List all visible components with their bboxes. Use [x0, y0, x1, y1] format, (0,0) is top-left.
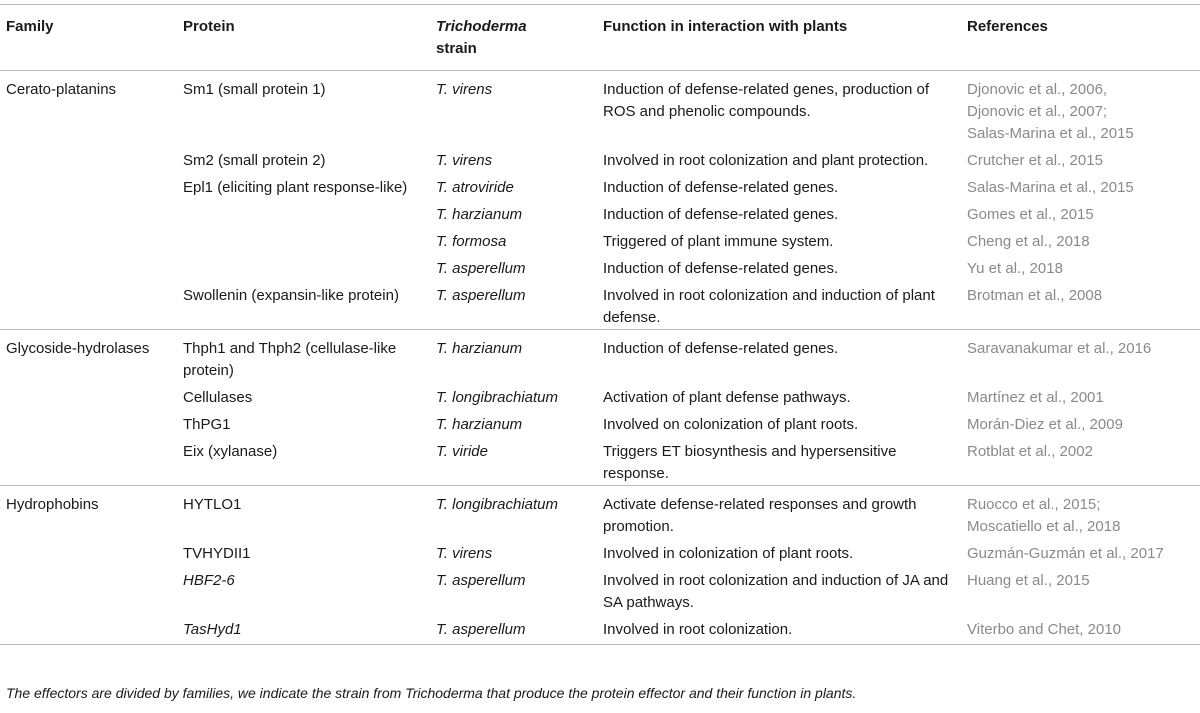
- cell-family: [0, 382, 177, 409]
- header-function: Function in interaction with plants: [603, 18, 848, 35]
- reference-entry: Huang et al., 2015: [967, 572, 1090, 589]
- cell-function: Activation of plant defense pathways.: [603, 389, 851, 406]
- cell-references: [961, 280, 1200, 330]
- cell-function: Involved in colonization of plant roots.: [603, 545, 854, 562]
- table-row: [0, 614, 1200, 645]
- cell-references: [961, 409, 1200, 436]
- cell-protein: Cellulases: [183, 389, 253, 406]
- table-row: [0, 226, 1200, 253]
- cell-protein: [177, 253, 430, 280]
- cell-references: [961, 565, 1200, 614]
- cell-strain: T. longibrachiatum: [436, 496, 559, 513]
- table-caption: The effectors are divided by families, we indicate the strain from Trichoderma that produce the protein effector and their function in plants.: [6, 685, 857, 701]
- reference-entry: Salas-Marina et al., 2015: [967, 179, 1134, 196]
- cell-references: [961, 330, 1200, 383]
- cell-strain: T. viride: [436, 443, 488, 460]
- cell-protein: [177, 199, 430, 226]
- cell-protein: HBF2-6: [183, 572, 235, 589]
- cell-function: Activate defense-related responses and growth promotion.: [603, 496, 917, 535]
- reference-entry: Djonovic et al., 2006,: [967, 81, 1108, 98]
- cell-references: [961, 436, 1200, 486]
- cell-family: [0, 538, 177, 565]
- cell-function: Involved on colonization of plant roots.: [603, 416, 859, 433]
- cell-strain: T. asperellum: [436, 572, 526, 589]
- table-row: [0, 436, 1200, 486]
- table-row: [0, 565, 1200, 614]
- cell-references: [961, 486, 1200, 539]
- cell-function: Induction of defense-related genes.: [603, 179, 839, 196]
- cell-function: Involved in root colonization and induction of plant defense.: [603, 287, 935, 326]
- cell-protein: TVHYDII1: [183, 545, 251, 562]
- cell-family: [0, 565, 177, 614]
- reference-entry: Rotblat et al., 2002: [967, 443, 1093, 460]
- cell-function: Induction of defense-related genes.: [603, 340, 839, 357]
- cell-protein: Sm2 (small protein 2): [183, 152, 326, 169]
- cell-family: [0, 280, 177, 330]
- cell-references: [961, 199, 1200, 226]
- cell-family: [0, 253, 177, 280]
- cell-strain: T. asperellum: [436, 621, 526, 638]
- table-row: [0, 330, 1200, 383]
- cell-family: [0, 145, 177, 172]
- cell-family: [0, 199, 177, 226]
- reference-entry: Yu et al., 2018: [967, 260, 1063, 277]
- table-body: [0, 71, 1200, 645]
- cell-protein: Sm1 (small protein 1): [183, 81, 326, 98]
- cell-strain: T. asperellum: [436, 260, 526, 277]
- table-row: [0, 199, 1200, 226]
- cell-function: Induction of defense-related genes.: [603, 260, 839, 277]
- reference-entry: Cheng et al., 2018: [967, 233, 1090, 250]
- cell-family: [0, 614, 177, 645]
- header-references: References: [967, 18, 1048, 35]
- cell-strain: T. atroviride: [436, 179, 514, 196]
- header-row: [0, 5, 1200, 71]
- header-strain-label: strain: [436, 40, 477, 57]
- cell-strain: T. harzianum: [436, 206, 523, 223]
- cell-references: [961, 538, 1200, 565]
- cell-strain: T. harzianum: [436, 340, 523, 357]
- reference-entry: Djonovic et al., 2007;: [967, 103, 1108, 120]
- cell-strain: T. virens: [436, 152, 493, 169]
- cell-protein: Thph1 and Thph2 (cellulase-like protein): [183, 340, 397, 379]
- reference-entry: Saravanakumar et al., 2016: [967, 340, 1152, 357]
- table-row: [0, 382, 1200, 409]
- cell-function: Induction of defense-related genes, production of ROS and phenolic compounds.: [603, 81, 930, 120]
- table-row: [0, 71, 1200, 146]
- cell-references: [961, 614, 1200, 645]
- header-family: Family: [6, 18, 54, 35]
- header-strain: [430, 5, 597, 71]
- cell-protein: Eix (xylanase): [183, 443, 278, 460]
- cell-family: [0, 409, 177, 436]
- cell-strain: T. asperellum: [436, 287, 526, 304]
- table-row: [0, 538, 1200, 565]
- cell-function: Involved in root colonization and plant protection.: [603, 152, 929, 169]
- effectors-table: [0, 4, 1200, 645]
- cell-strain: T. harzianum: [436, 416, 523, 433]
- header-protein: Protein: [183, 18, 235, 35]
- reference-entry: Ruocco et al., 2015;: [967, 496, 1101, 513]
- reference-entry: Moscatiello et al., 2018: [967, 518, 1121, 535]
- table-row: [0, 486, 1200, 539]
- reference-entry: Guzmán-Guzmán et al., 2017: [967, 545, 1164, 562]
- table-header: [0, 5, 1200, 71]
- cell-protein: ThPG1: [183, 416, 231, 433]
- cell-strain: T. formosa: [436, 233, 507, 250]
- cell-function: Triggered of plant immune system.: [603, 233, 834, 250]
- cell-protein: HYTLO1: [183, 496, 242, 513]
- table-row: [0, 145, 1200, 172]
- cell-references: [961, 71, 1200, 146]
- reference-entry: Martínez et al., 2001: [967, 389, 1104, 406]
- table-row: [0, 280, 1200, 330]
- cell-family: Hydrophobins: [6, 496, 99, 513]
- reference-entry: Salas-Marina et al., 2015: [967, 125, 1134, 142]
- cell-references: [961, 226, 1200, 253]
- cell-references: [961, 172, 1200, 199]
- cell-family: Cerato-platanins: [6, 81, 117, 98]
- cell-family: Glycoside-hydrolases: [6, 340, 150, 357]
- reference-entry: Brotman et al., 2008: [967, 287, 1103, 304]
- reference-entry: Gomes et al., 2015: [967, 206, 1094, 223]
- cell-references: [961, 145, 1200, 172]
- cell-protein: TasHyd1: [183, 621, 242, 638]
- reference-entry: Viterbo and Chet, 2010: [967, 621, 1122, 638]
- table-row: [0, 253, 1200, 280]
- cell-family: [0, 172, 177, 199]
- reference-entry: Morán-Diez et al., 2009: [967, 416, 1123, 433]
- cell-function: Involved in root colonization and induction of JA and SA pathways.: [603, 572, 949, 611]
- reference-entry: Crutcher et al., 2015: [967, 152, 1103, 169]
- cell-family: [0, 436, 177, 486]
- cell-strain: T. longibrachiatum: [436, 389, 559, 406]
- cell-strain: T. virens: [436, 81, 493, 98]
- table-row: [0, 172, 1200, 199]
- cell-family: [0, 226, 177, 253]
- cell-protein: [177, 226, 430, 253]
- cell-references: [961, 382, 1200, 409]
- cell-function: Induction of defense-related genes.: [603, 206, 839, 223]
- table-row: [0, 409, 1200, 436]
- cell-references: [961, 253, 1200, 280]
- cell-protein: Epl1 (eliciting plant response-like): [183, 179, 408, 196]
- cell-function: Involved in root colonization.: [603, 621, 793, 638]
- header-strain-genus: Trichoderma: [436, 18, 527, 35]
- cell-strain: T. virens: [436, 545, 493, 562]
- cell-function: Triggers ET biosynthesis and hypersensitive response.: [603, 443, 897, 482]
- cell-protein: Swollenin (expansin-like protein): [183, 287, 399, 304]
